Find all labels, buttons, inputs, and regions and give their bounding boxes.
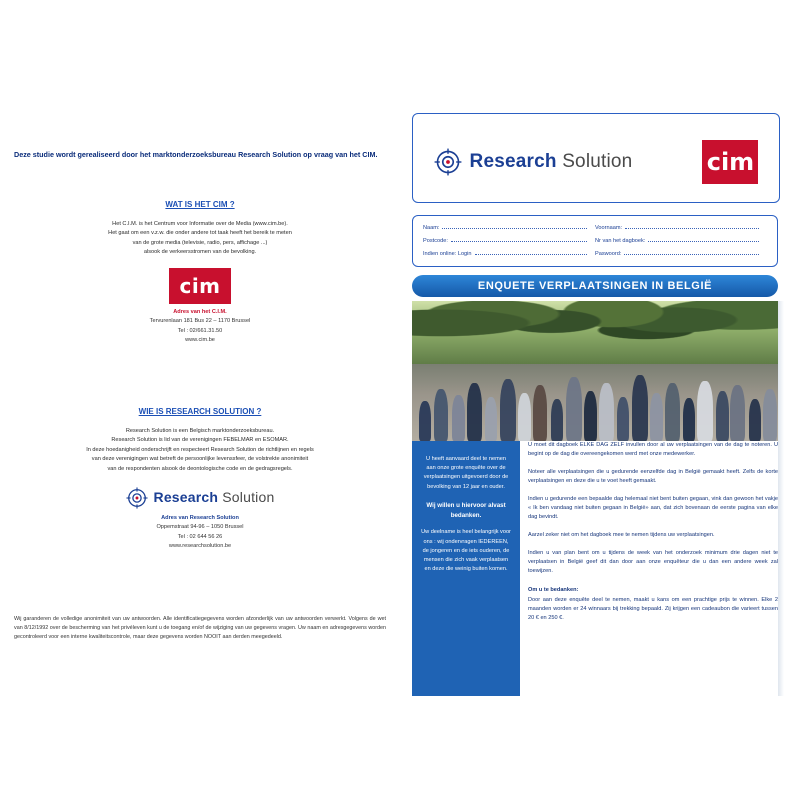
- photo-crowd-figures: [412, 354, 778, 441]
- naam-label: Naam:: [423, 225, 440, 231]
- voornaam-input[interactable]: [625, 221, 759, 229]
- rs-logo-wordmark: [154, 486, 275, 510]
- cim-address-title: Adres van het C.I.M.: [173, 308, 227, 315]
- cim-address-line-1: Tervurenlaan 181 Bus 22 – 1170 Brussel: [149, 318, 251, 325]
- page-edge-shadow: [778, 301, 784, 696]
- paswoord-label: Paswoord:: [595, 251, 622, 257]
- side-note-intro: U heeft aanvaard deel te nemen aan onze grote enquête over de verplaatsingen uitgevoerd door de bevolking van 12 jaar en ouder.: [423, 456, 509, 490]
- rs-logo-thin: Solution: [562, 151, 633, 172]
- rs-logo-thin: Solution: [222, 489, 275, 506]
- rs-paragraph-2: Research Solution is lid van de verenigingen FEBELMAR en ESOMAR.: [111, 437, 289, 444]
- cim-paragraph-2: Het gaat om een v.z.w. die onder andere tot taak heeft het bereik te meten: [108, 230, 292, 237]
- side-note-panel: [412, 441, 520, 696]
- side-note-thanks: Wij willen u hiervoor alvast bedanken.: [426, 501, 506, 520]
- login-label: Indien online: Login: [423, 251, 472, 257]
- form-row-postcode: [423, 234, 767, 247]
- rs-address-line-2: Tel : 02 644 56 26: [177, 533, 223, 540]
- cim-section: [14, 198, 386, 346]
- instruction-paragraph-2: Noteer alle verplaatsingen die u gedurende eenzelfde dag in België gemaakt heeft. Zelfs de korte verplaatsingen en deze die u te voet heeft gemaakt.: [528, 469, 778, 485]
- rs-address-line-1: Oppemstraat 94-96 – 1050 Brussel: [156, 524, 244, 531]
- rs-logo-wordmark-large: [470, 151, 633, 173]
- logo-header-box: [412, 113, 780, 203]
- form-row-name: [423, 221, 767, 234]
- respondent-form: [412, 215, 778, 267]
- cim-paragraph-3: van de grote media (televisie, radio, pers, affichage ...): [132, 239, 268, 246]
- dagboek-input[interactable]: [648, 234, 759, 242]
- target-icon: [434, 148, 462, 176]
- rs-logo-bold: Research: [153, 489, 219, 506]
- postcode-field-group[interactable]: [423, 234, 595, 244]
- form-row-login: [423, 247, 767, 260]
- privacy-legal-text: Wij garanderen de volledige anonimiteit van uw antwoorden. Alle identificatiegegevens worden afzonderlijk van uw antwoorden verwerkt. Volgens de wet van 8/12/1992 over de bescherming van het privéleven kunt u de toegang en/of de wijziging van uw gegevens vragen. Uw naam en adresgegevens worden gecontroleerd voor een interne kwaliteitscontrole, maar deze gegevens worden NOOIT aan derden meegedeeld.: [14, 616, 386, 640]
- cim-website[interactable]: www.cim.be: [185, 337, 215, 344]
- logo-row: [413, 140, 779, 184]
- research-solution-logo: [14, 486, 386, 510]
- cim-paragraph-1: Het C.I.M. is het Centrum voor Informatie over de Media (www.cim.be).: [112, 220, 288, 227]
- front-cover-panel: [400, 0, 800, 800]
- voornaam-field-group[interactable]: [595, 221, 767, 231]
- rs-paragraph-4: van deze verenigingen wat betreft de persoonlijke levenssfeer, de volstrekte anonimiteit: [91, 456, 309, 463]
- login-field-group[interactable]: [423, 247, 595, 257]
- instruction-paragraph-5: Indien u van plan bent om u tijdens de week van het onderzoek minimum drie dagen niet te verplaatsen in België geef dit dan door aan onze enquêteur die u dan een andere week zal toewijzen.: [528, 550, 778, 575]
- cim-logo-large: [702, 140, 758, 184]
- instruction-paragraph-4: Aarzel zeker niet om het dagboek mee te nemen tijdens uw verplaatsingen.: [528, 532, 715, 539]
- instruction-paragraph-1: U moet dit dagboek ELKE DAG ZELF invullen door al uw verplaatsingen van de dag te noteren. U begint op de dag die overeengekomen werd met onze medewerker.: [528, 442, 778, 458]
- dagboek-field-group[interactable]: [595, 234, 767, 244]
- cim-logo-text: cim: [706, 148, 755, 176]
- postcode-label: Postcode:: [423, 238, 448, 244]
- cover-body: [412, 441, 778, 696]
- bonus-heading: Om u te bedanken:: [528, 586, 579, 593]
- cim-logo-text: cim: [179, 273, 221, 298]
- bonus-text: Door aan deze enquête deel te nemen, maakt u kans om een prachtige prijs te winnen. Elke 2 maanden worden er 24 winnaars bij trekking bepaald. Zij krijgen een cadeaubon die varieert tussen 20 € en 250 €.: [528, 596, 778, 621]
- rs-logo-bold: Research: [469, 151, 557, 172]
- cim-logo: [169, 268, 231, 304]
- research-solution-section: [14, 405, 386, 552]
- rs-paragraph-3: In deze hoedanigheid onderschrijft en respecteert Research Solution de richtlijnen en regels: [86, 446, 314, 453]
- naam-field-group[interactable]: [423, 221, 595, 231]
- login-input[interactable]: [475, 247, 587, 255]
- rs-paragraph-5: van de respondenten alsook de deontologische code en de gedragsregels.: [107, 465, 293, 472]
- research-solution-logo-large: [434, 148, 633, 176]
- cim-address-line-2: Tel : 02/661.31.50: [177, 327, 223, 334]
- side-note-importance: Uw deelname is heel belangrijk voor ons : wij ondervragen IEDEREEN, de jongeren en de iets ouderen, de mensen die zich vaak verplaatsen en deze die weinig buiten komen.: [421, 529, 511, 573]
- instruction-paragraph-3: Indien u gedurende een bepaalde dag helemaal niet bent buiten gegaan, vink dan gewoon het vakje « Ik ben vandaag niet buiten gegaan in België» aan, dat zich bovenaan de eerste pagina van elke dag bevindt.: [528, 496, 778, 521]
- dagboek-label: Nr van het dagboek:: [595, 238, 646, 244]
- paswoord-field-group[interactable]: [595, 247, 767, 257]
- instructions-column: [528, 441, 778, 696]
- rs-website[interactable]: www.researchsolution.be: [168, 543, 232, 550]
- cover-photo-crowd: [412, 301, 778, 441]
- rs-address-title: Adres van Research Solution: [161, 514, 239, 521]
- postcode-input[interactable]: [451, 234, 587, 242]
- study-headline: Deze studie wordt gerealiseerd door het marktonderzoeksbureau Research Solution op vraag van het CIM.: [14, 150, 378, 159]
- cim-section-title: WAT IS HET CIM ?: [165, 200, 235, 209]
- cim-paragraph-4: alsook de verkeersstromen van de bevolking.: [143, 249, 257, 256]
- voornaam-label: Voornaam:: [595, 225, 623, 231]
- rs-paragraph-1: Research Solution is een Belgisch marktonderzoeksbureau.: [125, 427, 275, 434]
- rs-section-title: WIE IS RESEARCH SOLUTION ?: [138, 407, 262, 416]
- paswoord-input[interactable]: [624, 247, 759, 255]
- target-icon: [126, 487, 148, 509]
- survey-title-banner: ENQUETE VERPLAATSINGEN IN BELGIË: [412, 275, 778, 297]
- naam-input[interactable]: [442, 221, 587, 229]
